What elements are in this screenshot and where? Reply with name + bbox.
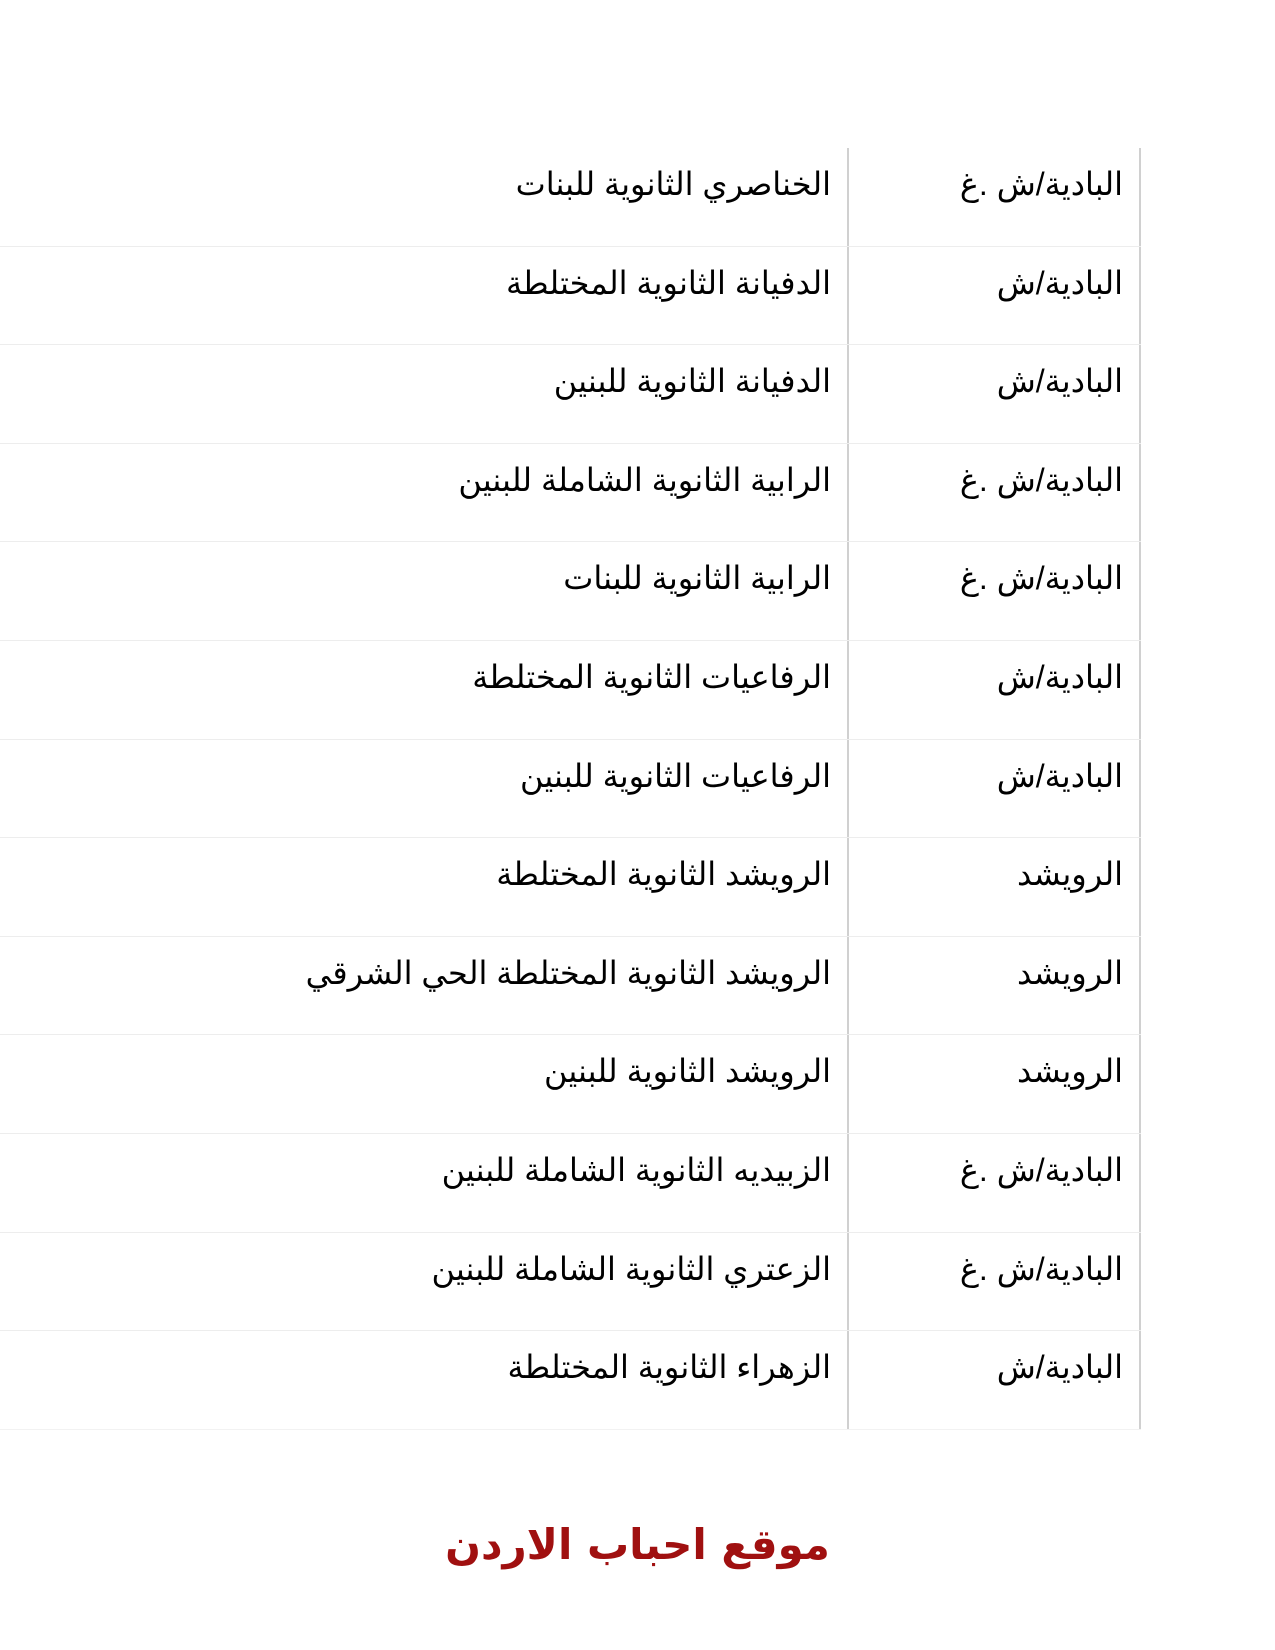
table-row <box>0 542 1141 641</box>
region-cell: البادية/ش <box>847 345 1141 443</box>
footer-site-name: موقع احباب الاردن <box>445 1520 830 1569</box>
table-row <box>0 641 1141 740</box>
school-name-cell: الرفاعيات الثانوية للبنين <box>520 757 831 794</box>
table-row <box>0 444 1141 543</box>
school-name-cell: الدفيانة الثانوية المختلطة <box>506 264 831 301</box>
table-row <box>0 247 1141 346</box>
school-name-cell: الرويشد الثانوية المختلطة <box>496 856 831 893</box>
region-cell: البادية/ش .غ <box>847 148 1141 246</box>
school-name-cell: الزبيديه الثانوية الشاملة للبنين <box>441 1151 831 1188</box>
school-name-cell: الزهراء الثانوية المختلطة <box>507 1349 831 1386</box>
region-cell: البادية/ش .غ <box>847 1233 1141 1331</box>
region-cell: البادية/ش .غ <box>847 1134 1141 1232</box>
region-cell: البادية/ش .غ <box>847 444 1141 542</box>
schools-table <box>0 148 1141 1430</box>
table-row <box>0 345 1141 444</box>
table-row <box>0 1134 1141 1233</box>
region-cell: البادية/ش .غ <box>847 542 1141 640</box>
school-name-cell: الرابية الثانوية للبنات <box>563 560 831 597</box>
table-row <box>0 1331 1141 1430</box>
school-name-cell: الرابية الثانوية الشاملة للبنين <box>458 461 831 498</box>
region-cell: البادية/ش <box>847 1331 1141 1429</box>
region-cell: الرويشد <box>847 937 1141 1035</box>
table-row <box>0 148 1141 247</box>
school-name-cell: الرفاعيات الثانوية المختلطة <box>472 658 831 695</box>
region-cell: الرويشد <box>847 1035 1141 1133</box>
table-row <box>0 1035 1141 1134</box>
table-row <box>0 937 1141 1036</box>
school-name-cell: الزعتري الثانوية الشاملة للبنين <box>431 1250 831 1287</box>
region-cell: البادية/ش <box>847 641 1141 739</box>
region-cell: البادية/ش <box>847 247 1141 345</box>
table-row <box>0 838 1141 937</box>
school-name-cell: الرويشد الثانوية المختلطة الحي الشرقي <box>305 954 831 991</box>
school-name-cell: الخناصري الثانوية للبنات <box>515 166 831 202</box>
region-cell: البادية/ش <box>847 740 1141 838</box>
table-row <box>0 740 1141 839</box>
table-row <box>0 1233 1141 1332</box>
school-name-cell: الدفيانة الثانوية للبنين <box>553 363 831 400</box>
school-name-cell: الرويشد الثانوية للبنين <box>544 1053 831 1090</box>
region-cell: الرويشد <box>847 838 1141 936</box>
